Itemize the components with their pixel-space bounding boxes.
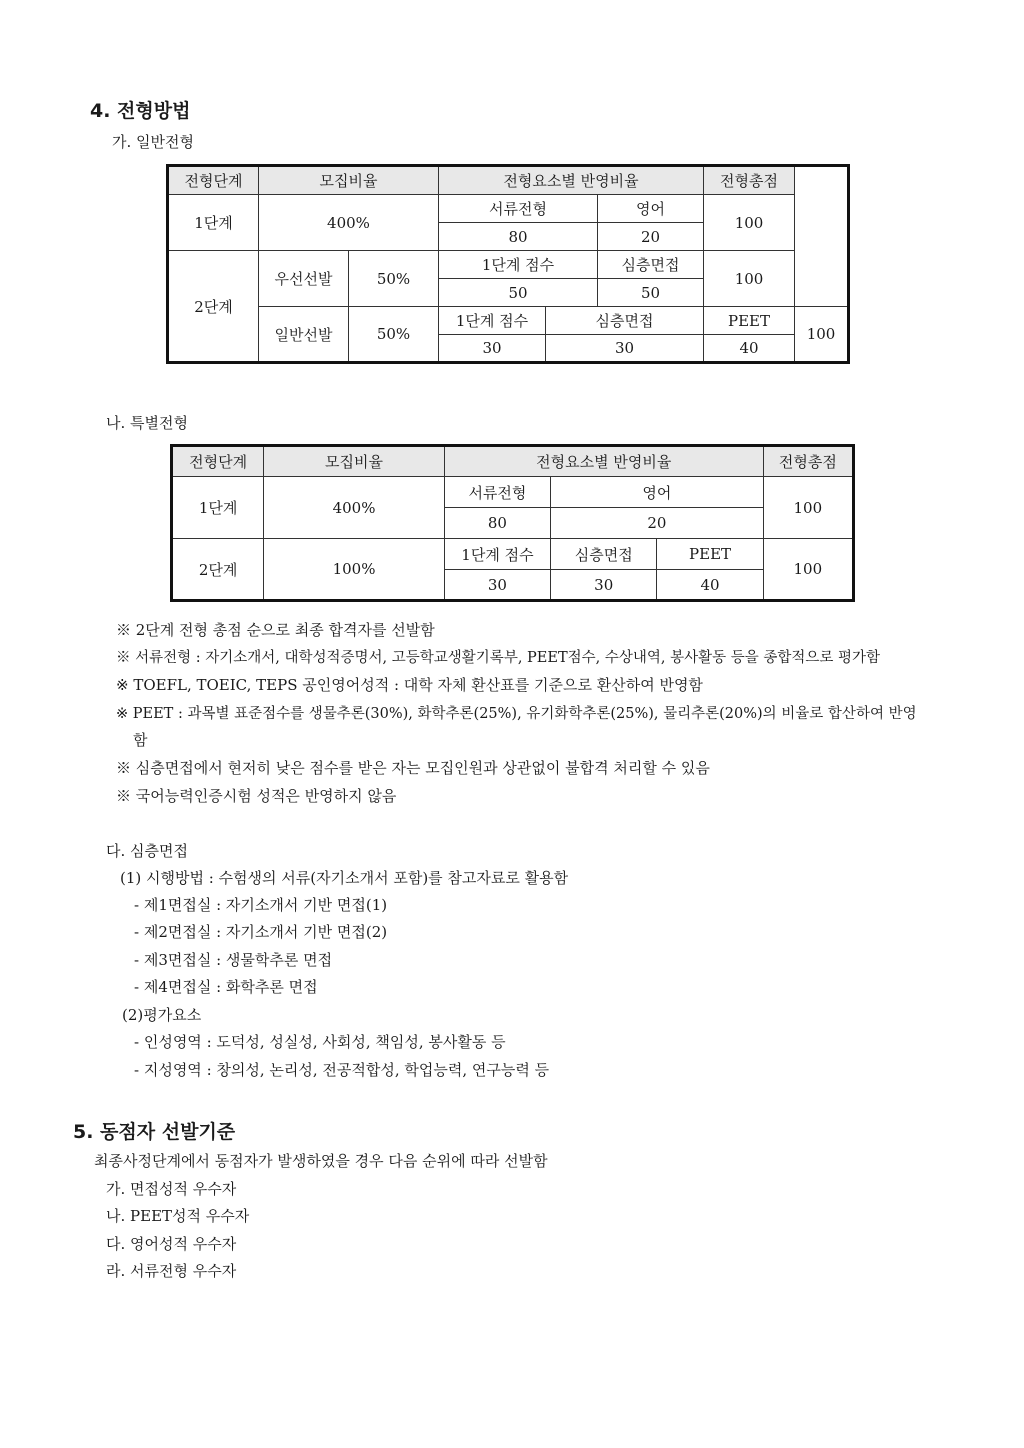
value-cell: 50 <box>439 279 598 307</box>
value-cell: 20 <box>598 223 704 251</box>
element-cell: 서류전형 <box>439 195 598 223</box>
note-final-selection: ※ 2단계 전형 총점 순으로 최종 합격자를 선발함 <box>116 621 435 639</box>
ratio-cell: 400% <box>259 195 439 251</box>
element-cell: 심층면접 <box>598 251 704 279</box>
element-cell: 1단계 점수 <box>439 307 546 335</box>
total-cell: 100 <box>704 195 795 251</box>
ratio-cell: 50% <box>349 307 439 363</box>
element-cell: 영어 <box>551 477 764 508</box>
element-label: 서류전형 <box>468 483 527 502</box>
tiebreak-item: 가. 면접성적 우수자 <box>106 1180 237 1198</box>
general-admission-table <box>166 164 850 364</box>
table-row <box>172 477 854 508</box>
element-cell: 심층면접 <box>546 307 704 335</box>
table-row <box>172 539 854 570</box>
total-cell: 100 <box>795 307 849 363</box>
tiebreak-item: 나. PEET성적 우수자 <box>106 1207 250 1225</box>
value-cell: 30 <box>439 335 546 363</box>
total-cell: 100 <box>763 477 853 539</box>
header-cell: 전형요소별 반영비율 <box>439 166 704 195</box>
interview-method: (1) 시행방법 : 수험생의 서류(자기소개서 포함)를 참고자료로 활용함 <box>120 869 569 887</box>
evaluation-item: - 인성영역 : 도덕성, 성실성, 사회성, 책임성, 봉사활동 등 <box>134 1033 506 1051</box>
value-cell: 80 <box>444 508 550 539</box>
element-cell: 1단계 점수 <box>439 251 598 279</box>
interview-room: - 제4면접실 : 화학추론 면접 <box>134 978 318 996</box>
table-row <box>168 195 849 223</box>
element-cell: 1단계 점수 <box>444 539 550 570</box>
section5-title: 5. 동점자 선발기준 <box>73 1121 236 1143</box>
special-admission-table <box>170 444 855 602</box>
header-cell: 전형총점 <box>763 446 853 477</box>
note-english-score: ※ TOEFL, TOEIC, TEPS 공인영어성적 : 대학 자체 환산표를 기준으로 환산하여 반영함 <box>116 676 703 694</box>
tiebreak-item: 라. 서류전형 우수자 <box>106 1262 237 1280</box>
selection-type-cell: 일반선발 <box>259 307 349 363</box>
interview-room: - 제1면접실 : 자기소개서 기반 면접(1) <box>134 896 388 914</box>
interview-room: - 제2면접실 : 자기소개서 기반 면접(2) <box>134 923 388 941</box>
special-admission-label: 나. 특별전형 <box>106 414 188 432</box>
element-cell: PEET <box>704 307 795 335</box>
value-cell: 50 <box>598 279 704 307</box>
tiebreak-item: 다. 영어성적 우수자 <box>106 1235 237 1253</box>
section4-title: 4. 전형방법 <box>90 100 191 122</box>
total-cell: 100 <box>763 539 853 601</box>
note-peet: ※ PEET : 과목별 표준점수를 생물추론(30%), 화학추론(25%), 유기화학추론(25%), 물리추론(20%)의 비율로 합산하여 반영 <box>116 706 917 722</box>
element-cell: PEET <box>657 539 763 570</box>
header-cell: 전형단계 <box>168 166 259 195</box>
table-row <box>168 251 849 279</box>
value-cell: 40 <box>704 335 795 363</box>
interview-label: 다. 심층면접 <box>106 842 188 860</box>
note-korean-test: ※ 국어능력인증시험 성적은 반영하지 않음 <box>116 787 397 805</box>
stage-cell: 1단계 <box>168 195 259 251</box>
interview-room: - 제3면접실 : 생물학추론 면접 <box>134 951 333 969</box>
header-cell: 전형요소별 반영비율 <box>444 446 763 477</box>
element-cell: 심층면접 <box>551 539 657 570</box>
header-cell: 전형총점 <box>704 166 795 195</box>
selection-type-cell: 우선선발 <box>259 251 349 307</box>
ratio-cell: 400% <box>264 477 445 539</box>
stage-cell: 2단계 <box>168 251 259 363</box>
value-cell: 30 <box>546 335 704 363</box>
note-peet-continued: 함 <box>133 731 148 749</box>
note-interview-fail: ※ 심층면접에서 현저히 낮은 점수를 받은 자는 모집인원과 상관없이 불합격 처리할 수 있음 <box>116 759 710 777</box>
value-cell: 80 <box>439 223 598 251</box>
element-cell: 영어 <box>598 195 704 223</box>
table-header-row <box>168 166 849 195</box>
value-cell: 40 <box>657 570 763 601</box>
value-cell: 30 <box>551 570 657 601</box>
table-row <box>168 307 849 335</box>
value-cell: 20 <box>551 508 764 539</box>
tiebreak-intro: 최종사정단계에서 동점자가 발생하였을 경우 다음 순위에 따라 선발함 <box>94 1152 548 1170</box>
header-cell: 모집비율 <box>264 446 445 477</box>
note-document-screening: ※ 서류전형 : 자기소개서, 대학성적증명서, 고등학교생활기록부, PEET점수, 수상내역, 봉사활동 등을 종합적으로 평가함 <box>116 650 881 666</box>
value-cell: 30 <box>444 570 550 601</box>
stage-cell: 2단계 <box>172 539 264 601</box>
header-cell: 모집비율 <box>259 166 439 195</box>
evaluation-item: - 지성영역 : 창의성, 논리성, 전공적합성, 학업능력, 연구능력 등 <box>134 1061 550 1079</box>
ratio-cell: 50% <box>349 251 439 307</box>
header-cell: 전형단계 <box>172 446 264 477</box>
element-cell <box>444 477 550 508</box>
ratio-cell: 100% <box>264 539 445 601</box>
total-cell: 100 <box>704 251 795 307</box>
general-admission-label: 가. 일반전형 <box>112 133 194 151</box>
evaluation-label: (2)평가요소 <box>122 1006 202 1024</box>
table-header-row <box>172 446 854 477</box>
stage-cell: 1단계 <box>172 477 264 539</box>
